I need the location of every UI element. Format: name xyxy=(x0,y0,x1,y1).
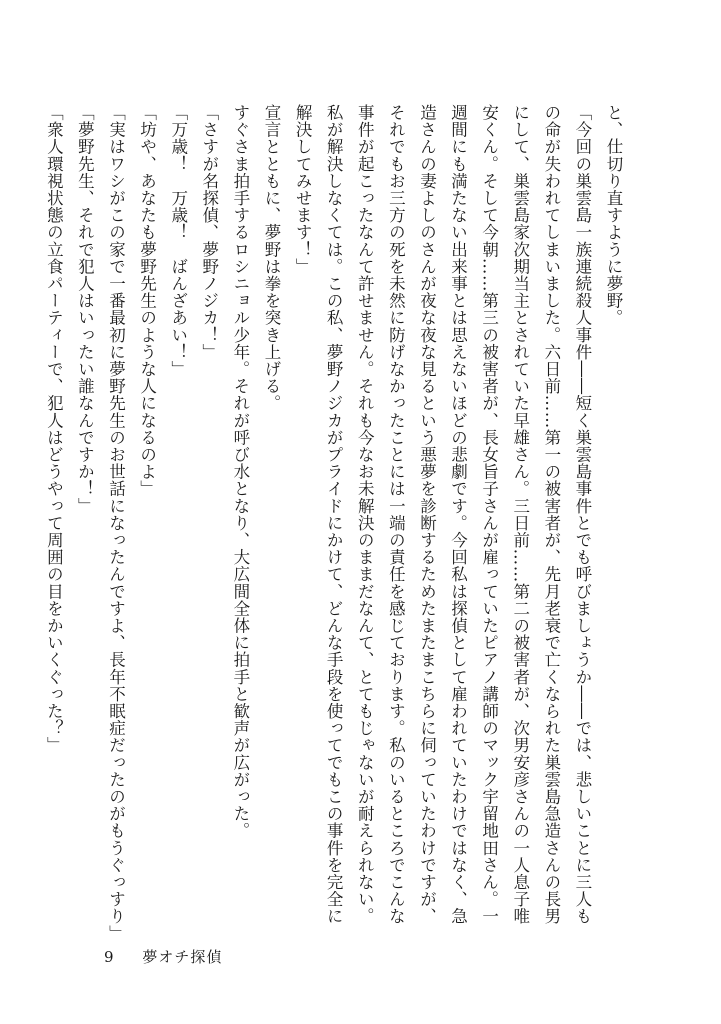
paragraph-3: 宣言とともに、夢野は拳を突き上げる。 xyxy=(261,104,281,412)
vertical-text-body xyxy=(44,104,629,942)
paragraph-1: と、仕切り直すように夢野。 xyxy=(604,104,623,327)
paragraph-9: 「夢野先生、それで犯人はいったい誰なんですか！」 xyxy=(75,104,95,515)
page-number: 9 xyxy=(104,948,115,966)
paragraph-5: 「さすが名探偵、夢野ノジカ！」 xyxy=(199,104,219,361)
paragraph-2: 「今回の巣雲島一族連続殺人事件――短く巣雲島事件とでも呼びましょうか――では、悲しいことに三人もの命が失われてしまいました。六日前……第一の被害者が、先月老衰で亡くなられた巣雲島急造さんの長男にして、巣雲島家次期当主とされていた早雄さん。三日前……第二の被害者が、次男安彦さんの一人息子唯安くん。そして今朝……第三の被害者が、長女旨子さんが雇っていたピアノ講師のマック宇留地田さん。一週間にも満たない出来事とは思えないほどの悲劇です。今回私は探偵として雇われていたわけではなく、急造さんの妻よしのさんが夜な夜な見るという悪夢を診断するためたまたまこちらに伺っていたわけですが、それでもお三方の死を未然に防げなかったことには一端の責任を感じております。私のいるところでこんな事件が起こったなんて許せません。それも今なお未解決のままだなんて、とてもじゃないが耐えられない。私が解決しなくては。この私、夢野ノジカがプライドにかけて、どんな手段を使ってでもこの事件を完全に解決してみせます！」 xyxy=(293,104,592,925)
paragraph-8: 「実はワシがこの家で一番最初に夢野先生のお世話になったんですよ、長年不眠症だったのがもうぐっすり」 xyxy=(106,104,126,942)
paragraph-7: 「坊や、あなたも夢野先生のような人になるのよ」 xyxy=(137,104,157,498)
book-title: 夢オチ探偵 xyxy=(142,948,223,966)
page-footer xyxy=(104,946,222,967)
paragraph-10: 「衆人環視状態の立食パーティーで、犯人はどうやって周囲の目をかいくぐった？」 xyxy=(44,104,64,754)
paragraph-4: すぐさま拍手するロシニョル少年。それが呼び水となり、大広間全体に拍手と歓声が広がった。 xyxy=(230,104,250,840)
paragraph-6: 「万歳！ 万歳！ ばんざあい！」 xyxy=(168,104,188,378)
